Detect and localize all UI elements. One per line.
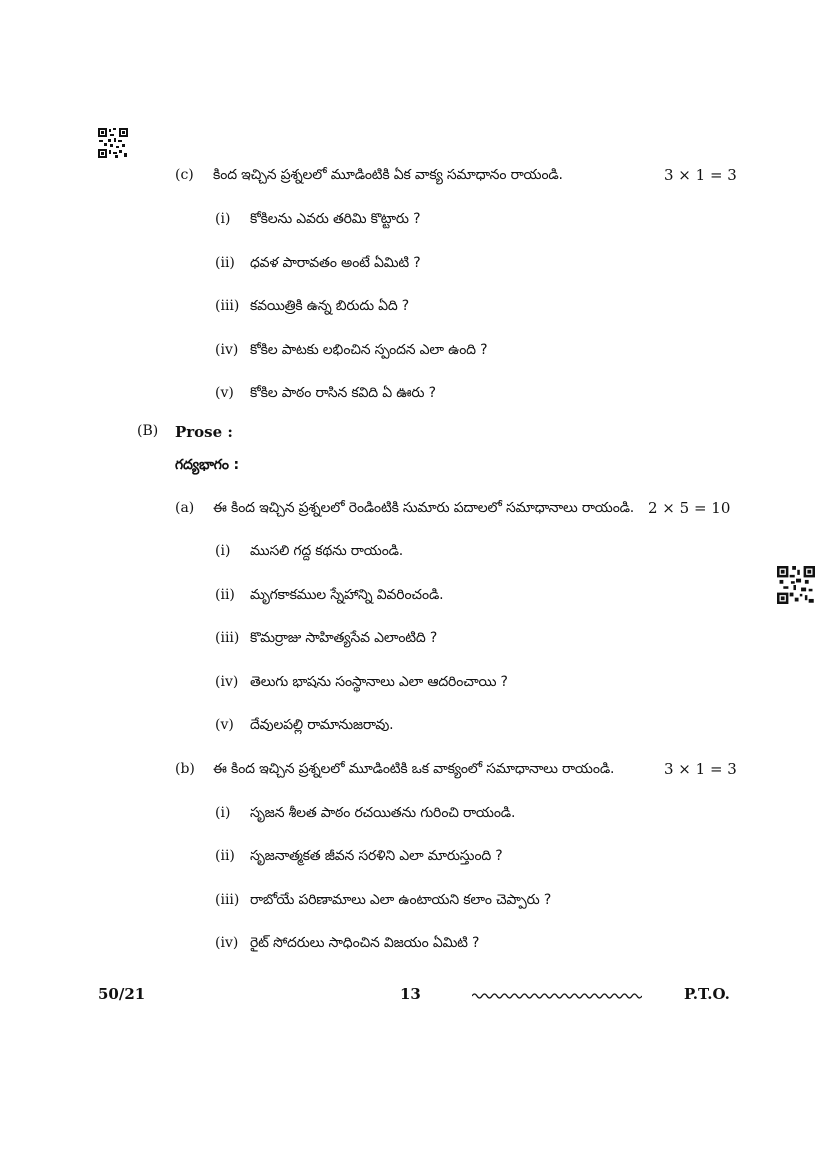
question-number: (iii) bbox=[215, 892, 240, 908]
question-text: తెలుగు భాషను సంస్థానాలు ఎలా ఆదరించాయి ? bbox=[250, 674, 508, 690]
question-number: (iv) bbox=[215, 342, 239, 358]
question-text: కొమర్రాజు సాహిత్యసేవ ఎలాంటిది ? bbox=[250, 630, 438, 646]
question-text: కోకిల పాఠం రాసిన కవిది ఏ ఊరు ? bbox=[250, 385, 436, 401]
question-number: (iv) bbox=[215, 674, 239, 690]
section-c-marks: 3 × 1 = 3 bbox=[664, 166, 737, 184]
paper-code: 50/21 bbox=[98, 985, 146, 1003]
section-b-label: (B) bbox=[137, 423, 159, 439]
question-number: (iv) bbox=[215, 935, 239, 951]
part-b-instruction: ఈ కింద ఇచ్చిన ప్రశ్నలలో మూడింటికి ఒక వాక్యంలో సమాధానాలు రాయండి. bbox=[213, 761, 615, 777]
question-text: కోకిలను ఎవరు తరిమి కొట్టారు ? bbox=[250, 211, 421, 227]
question-number: (iii) bbox=[215, 630, 240, 646]
question-number: (v) bbox=[215, 385, 234, 401]
question-text: దేవులపల్లి రామానుజరావు. bbox=[250, 717, 394, 733]
qr-code-right-margin bbox=[777, 566, 815, 604]
question-number: (i) bbox=[215, 211, 231, 227]
question-number: (i) bbox=[215, 805, 231, 821]
question-text: రాబోయే పరిణామాలు ఎలా ఉంటాయని కలాం చెప్పారు ? bbox=[250, 892, 552, 908]
question-text: కోకిల పాటకు లభించిన స్పందన ఎలా ఉంది ? bbox=[250, 342, 488, 358]
question-number: (ii) bbox=[215, 255, 235, 271]
part-b-label: (b) bbox=[175, 761, 195, 777]
page-number: 13 bbox=[400, 985, 421, 1003]
section-c-instruction: కింద ఇచ్చిన ప్రశ్నలలో మూడింటికి ఏక వాక్య సమాధానం రాయండి. bbox=[213, 167, 563, 183]
part-b-marks: 3 × 1 = 3 bbox=[664, 760, 737, 778]
qr-code-top-left bbox=[98, 128, 128, 158]
question-text: సృజనాత్మకత జీవన సరళిని ఎలా మారుస్తుంది ? bbox=[250, 848, 503, 864]
question-text: కవయిత్రికి ఉన్న బిరుదు ఏది ? bbox=[250, 298, 410, 314]
question-text: మృగకాకముల స్నేహాన్ని వివరించండి. bbox=[250, 587, 444, 603]
question-text: రైట్ సోదరులు సాధించిన విజయం ఏమిటి ? bbox=[250, 935, 480, 951]
section-c-label: (c) bbox=[175, 167, 194, 183]
question-number: (i) bbox=[215, 543, 231, 559]
wavy-line-divider bbox=[472, 990, 642, 1002]
section-b-telugu-heading: గద్యభాగం : bbox=[175, 457, 239, 473]
question-number: (ii) bbox=[215, 587, 235, 603]
question-number: (ii) bbox=[215, 848, 235, 864]
question-number: (iii) bbox=[215, 298, 240, 314]
section-b-heading: Prose : bbox=[175, 423, 233, 441]
part-a-label: (a) bbox=[175, 500, 195, 516]
question-number: (v) bbox=[215, 717, 234, 733]
please-turn-over: P.T.O. bbox=[684, 985, 730, 1003]
question-text: సృజన శీలత పాఠం రచయితను గురించి రాయండి. bbox=[250, 805, 516, 821]
part-a-marks: 2 × 5 = 10 bbox=[648, 499, 731, 517]
question-text: ముసలి గద్ద కథను రాయండి. bbox=[250, 543, 404, 559]
question-text: ధవళ పారావతం అంటే ఏమిటి ? bbox=[250, 255, 421, 271]
part-a-instruction: ఈ కింద ఇచ్చిన ప్రశ్నలలో రెండింటికి సుమారు పదాలలో సమాధానాలు రాయండి. bbox=[213, 500, 635, 516]
